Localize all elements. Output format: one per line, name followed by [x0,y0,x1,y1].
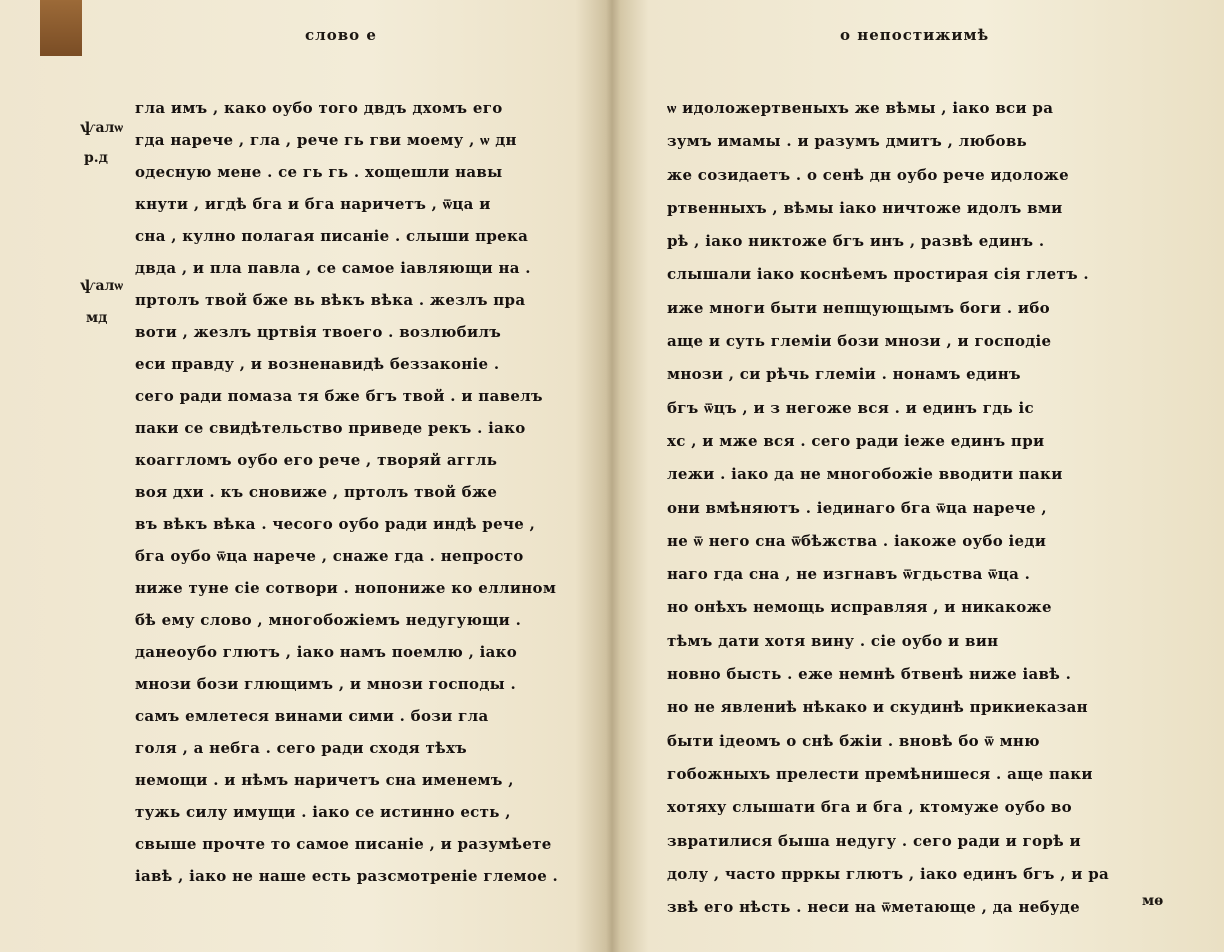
text-line: сна , кулно полагая писаніе . слыши прека [135,227,529,245]
right-page-header: о непостижимѣ [840,26,990,44]
text-line: наго гда сна , не изгнавъ ѿгдьства ѿца . [667,565,1031,584]
margin-note: мд [86,310,108,326]
text-line: слышали іако коснѣемъ простирая сія глетъ . [667,265,1089,284]
text-line: пртолъ твой бже вь вѣкъ вѣка . жезлъ пра [135,291,526,309]
text-line: сего ради помаза тя бже бгъ твой . и павелъ [135,387,543,405]
text-line: лежи . іако да не многобожіе вводити паки [667,465,1063,484]
text-line: воя дхи . къ сновиже , пртолъ твой бже [135,483,498,501]
text-line: новно бысть . еже немнѣ бтвенѣ ниже іавѣ . [667,665,1072,684]
text-line: свыше прочте то самое писаніе , и разумѣете [135,835,552,853]
text-line: еси правду , и возненавидѣ беззаконіе . [135,355,500,373]
text-line: аще и суть глемiи бози мнози , и господіе [667,332,1052,351]
margin-note: р.д [84,150,108,166]
text-line: ртвенныхъ , вѣмы іако ничтоже идолъ вми [667,198,1063,217]
text-line: они вмѣняютъ . іединаго бга ѿца нарече , [667,498,1047,517]
text-line: ниже туне сіе сотвори . нопониже ко еллином [135,579,557,597]
text-line: звратилися быша недугу . сего ради и горѣ и [667,831,1081,850]
text-line: но не явлениѣ нѣкако и скудинѣ прикиеказан [667,698,1088,717]
text-line: бѣ ему слово , многобожіемъ недугующи . [135,611,522,629]
text-line: бга оубо ѿца нарече , снаже гда . непросто [135,547,524,565]
text-line: тѣмъ дати хотя вину . сіе оубо и вин [667,631,999,650]
text-line: одесную мене . се гь гь . хощешли навы [135,163,503,181]
text-line: звѣ его нѣсть . неси на ѿметающе , да небуде [667,898,1080,917]
right-page [612,0,1224,952]
text-line: мнози , си рѣчь глемiи . нонамъ единъ [667,365,1021,384]
text-line: иже многи быти непщующымъ боги . ибо [667,298,1050,317]
text-line: самъ емлетеся винами сими . бози гла [135,707,489,725]
text-line: хотяху слышати бга и бга , ктомуже оубо во [667,798,1072,817]
text-line: хс , и мже вся . сего ради іеже единъ при [667,431,1045,450]
text-line: іавѣ , іако не наше есть разсмотреніе глемое . [135,867,559,885]
text-line: тужь силу имущи . іако се истинно есть , [135,803,511,821]
margin-note: ѱалѡ [80,278,124,294]
text-line: воти , жезлъ цртвія твоего . возлюбилъ [135,323,502,341]
text-line: мнози бози глющимъ , и мнози господы . [135,675,517,693]
page-number: мѳ [1142,893,1164,909]
text-line: ѡ идоложертвеныхъ же вѣмы , іако вси ра [667,99,1054,117]
text-line: немощи . и нѣмъ наричетъ сна именемъ , [135,771,514,789]
text-line: не ѿ него сна ѿбѣжства . іакоже оубо іеди [667,531,1047,550]
left-page-header: слово е [305,26,377,44]
text-line: зумъ имамы . и разумъ дмитъ , любовь [667,132,1028,151]
text-line: быти ідеомъ о снѣ бжіи . вновѣ бо ѿ мню [667,731,1040,750]
left-page-text [135,92,575,892]
text-line: коаггломъ оубо его рече , творяй аггль [135,451,498,469]
text-line: но онѣхъ немощь исправляя , и никакоже [667,598,1052,617]
text-line: двда , и пла павла , се самое іавляющи на . [135,259,531,277]
text-line: бгъ ѿцъ , и з негоже вся . и единъ гдь іс [667,398,1034,417]
text-line: въ вѣкъ вѣка . чесого оубо ради индѣ рече , [135,515,536,533]
text-line: голя , а небга . сего ради сходя тѣхъ [135,739,467,757]
text-line: гда нарече , гла , рече гь гви моему , ѡ дн [135,131,517,149]
text-line: паки се свидѣтельство приведе рекъ . іако [135,419,526,437]
text-line: гла имъ , како оубо того двдъ дхомъ его [135,99,503,117]
margin-note: ѱалѡ [80,120,124,136]
text-line: гобожныхъ прелести премѣнишеся . аще паки [667,764,1093,783]
text-line: кнути , игдѣ бга и бга наричетъ , ѿца и [135,195,491,213]
text-line: рѣ , іако никтоже бгъ инъ , развѣ единъ . [667,232,1045,251]
text-line: же созидаетъ . о сенѣ дн оубо рече идоложе [667,165,1069,184]
text-line: данеоубо глютъ , іако намъ поемлю , іако [135,643,518,661]
text-line: долу , часто прркы глютъ , іако единъ бгъ , и ра [667,864,1110,883]
right-page-text [667,92,1157,924]
